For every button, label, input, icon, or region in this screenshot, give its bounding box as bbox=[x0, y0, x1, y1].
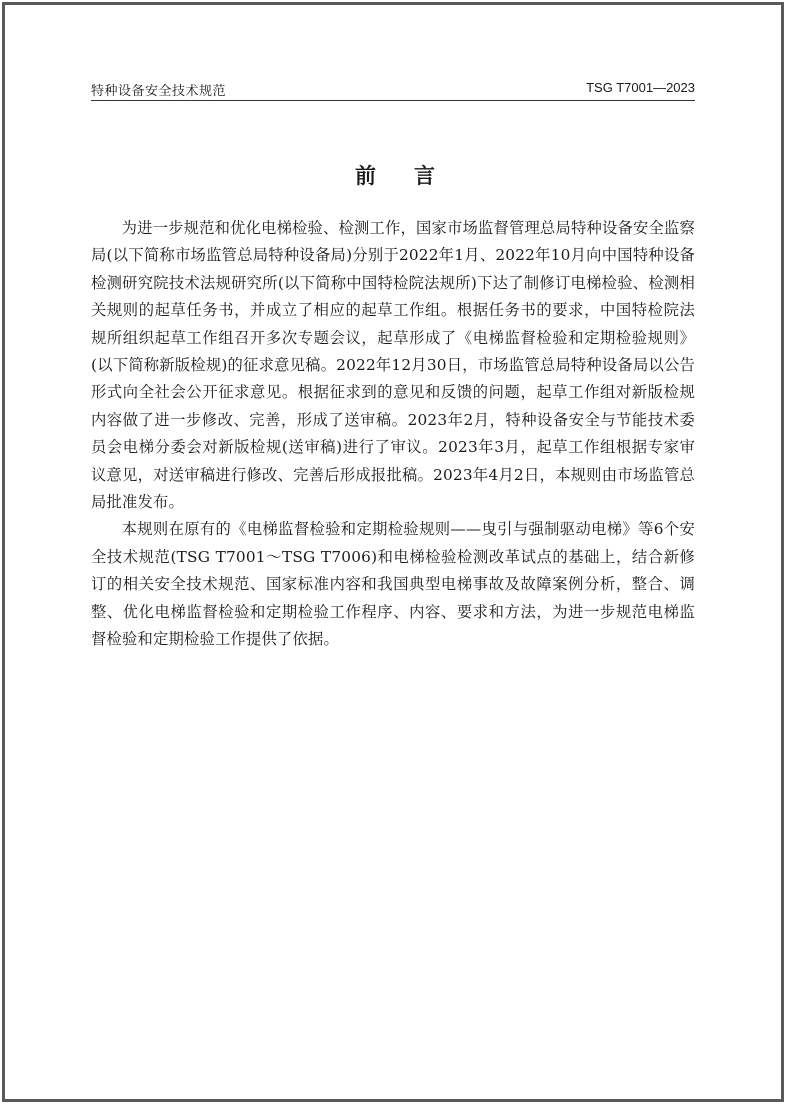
header-standard-number: TSG T7001—2023 bbox=[586, 80, 695, 95]
page-title: 前言 bbox=[355, 164, 473, 188]
foreword-body bbox=[91, 215, 695, 654]
foreword-paragraph-1: 为进一步规范和优化电梯检验、检测工作，国家市场监督管理总局特种设备安全监察局(以下简称市场监管总局特种设备局)分别于2022年1月、2022年10月向中国特种设备检测研究院技术法规研究所(以下简称中国特检院法规所)下达了制修订电梯检验、检测相关规则的起草任务书，并成立了相应的起草工作组。根据任务书的要求，中国特检院法规所组织起草工作组召开多次专题会议，起草形成了《电梯监督检验和定期检验规则》(以下简称新版检规)的征求意见稿。2022年12月30日，市场监管总局特种设备局以公告形式向全社会公开征求意见。根据征求到的意见和反馈的问题，起草工作组对新版检规内容做了进一步修改、完善，形成了送审稿。2023年2月，特种设备安全与节能技术委员会电梯分委会对新版检规(送审稿)进行了审议。2023年3月，起草工作组根据专家审议意见，对送审稿进行修改、完善后形成报批稿。2023年4月2日，本规则由市场监管总局批准发布。 bbox=[91, 219, 695, 512]
running-header bbox=[91, 80, 695, 98]
foreword-paragraph-2: 本规则在原有的《电梯监督检验和定期检验规则——曳引与强制驱动电梯》等6个安全技术规范(TSG T7001～TSG T7006)和电梯检验检测改革试点的基础上，结合新修订的相关安全技术规范、国家标准内容和我国典型电梯事故及故障案例分析，整合、调整、优化电梯监督检验和定期检验工作程序、内容、要求和方法，为进一步规范电梯监督检验和定期检验工作提供了依据。 bbox=[91, 520, 695, 649]
header-divider bbox=[91, 100, 695, 101]
header-standard-series: 特种设备安全技术规范 bbox=[91, 84, 227, 99]
